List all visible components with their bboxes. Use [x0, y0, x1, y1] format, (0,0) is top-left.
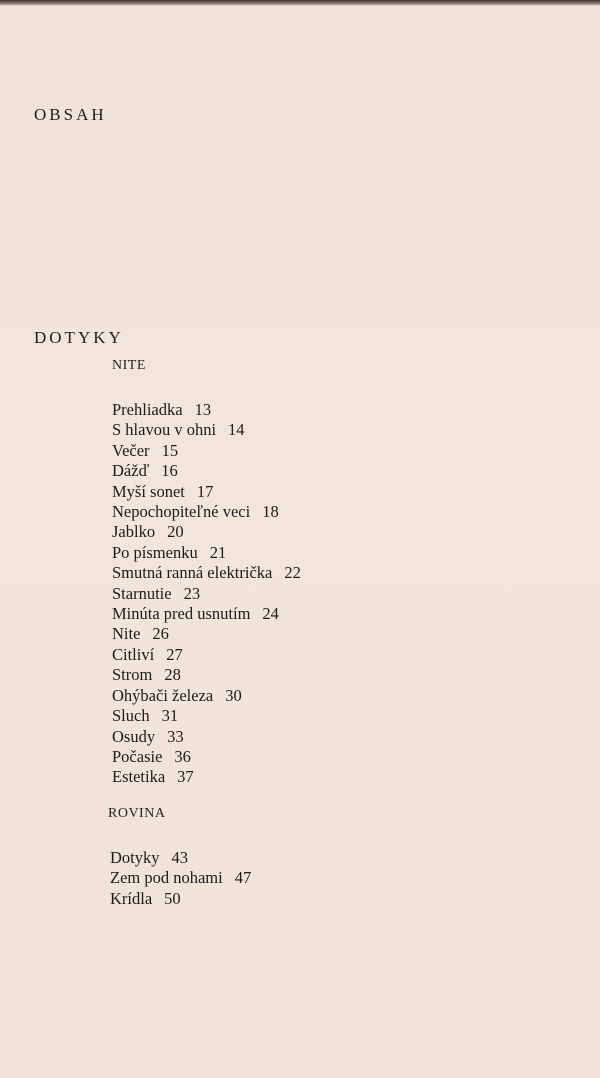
toc-entry-title: Nite — [112, 624, 141, 644]
page-title: OBSAH — [34, 105, 107, 125]
toc-entry-title: Estetika — [112, 767, 166, 787]
toc-entry-page: 23 — [183, 583, 201, 603]
section-title: DOTYKY — [34, 328, 124, 348]
toc-entry-page: 16 — [161, 461, 178, 481]
toc-entry — [112, 543, 301, 563]
toc-entry-title: Citliví — [112, 644, 155, 664]
toc-entry-title: Smutná ranná električka — [112, 563, 273, 583]
toc-entry-page: 13 — [194, 400, 212, 419]
toc-entry-title: Krídla — [110, 888, 153, 908]
toc-entry-page: 36 — [174, 746, 191, 766]
group-title-nite: NITE — [112, 358, 146, 373]
toc-entry — [112, 604, 301, 624]
page-top-edge — [0, 0, 600, 6]
toc-entry — [112, 686, 301, 706]
toc-entry — [112, 482, 301, 502]
toc-entry-page: 18 — [262, 502, 279, 522]
toc-entry-page: 47 — [234, 868, 252, 888]
toc-entry-page: 20 — [167, 522, 184, 542]
toc-entry-page: 37 — [177, 767, 194, 787]
toc-entry — [110, 848, 251, 868]
toc-entry — [112, 420, 301, 440]
toc-entry — [112, 502, 301, 522]
toc-entry — [112, 706, 301, 726]
toc-entry-page: 30 — [225, 685, 242, 705]
toc-entry-title: S hlavou v ohni — [112, 420, 217, 440]
toc-entry-page: 17 — [196, 481, 214, 501]
toc-entry — [112, 747, 301, 767]
toc-entry-page: 27 — [166, 644, 183, 664]
toc-entry — [112, 400, 301, 420]
toc-entry — [110, 868, 251, 888]
toc-entry-title: Prehliadka — [112, 400, 183, 419]
toc-entry-page: 43 — [171, 848, 188, 867]
toc-list-nite — [112, 400, 301, 788]
toc-entry-title: Myší sonet — [112, 481, 185, 501]
toc-entry-title: Po písmenku — [112, 542, 198, 562]
toc-entry — [112, 584, 301, 604]
toc-entry-title: Starnutie — [112, 583, 172, 603]
toc-entry-title: Večer — [112, 440, 150, 460]
toc-entry-title: Osudy — [112, 726, 156, 746]
toc-entry — [112, 645, 301, 665]
toc-entry — [112, 563, 301, 583]
toc-entry — [112, 461, 301, 481]
toc-entry-page: 14 — [228, 420, 245, 440]
toc-entry-title: Zem pod nohami — [110, 868, 223, 888]
toc-entry-page: 24 — [262, 604, 279, 624]
toc-entry — [112, 624, 301, 644]
toc-entry-title: Dážď — [112, 461, 150, 481]
toc-entry-page: 26 — [152, 624, 169, 644]
toc-entry-title: Minúta pred usnutím — [112, 604, 251, 624]
toc-entry — [110, 889, 251, 909]
toc-entry-title: Sluch — [112, 706, 150, 726]
toc-entry-page: 22 — [284, 563, 301, 583]
toc-entry-page: 50 — [164, 888, 181, 908]
toc-entry — [112, 441, 301, 461]
toc-entry-page: 33 — [167, 726, 184, 746]
toc-entry — [112, 767, 301, 787]
toc-entry-page: 21 — [209, 542, 227, 562]
toc-entry-title: Nepochopiteľné veci — [112, 502, 251, 522]
toc-list-rovina — [110, 848, 251, 909]
toc-entry — [112, 665, 301, 685]
toc-entry-page: 15 — [161, 440, 179, 460]
toc-entry — [112, 522, 301, 542]
toc-entry-page: 28 — [164, 665, 181, 685]
group-title-rovina: ROVINA — [108, 806, 166, 821]
toc-entry — [112, 727, 301, 747]
toc-entry-title: Ohýbači železa — [112, 685, 214, 705]
toc-entry-title: Strom — [112, 665, 153, 685]
toc-entry-title: Dotyky — [110, 848, 160, 867]
toc-entry-title: Počasie — [112, 746, 163, 766]
toc-entry-title: Jablko — [112, 522, 156, 542]
toc-entry-page: 31 — [161, 706, 179, 726]
